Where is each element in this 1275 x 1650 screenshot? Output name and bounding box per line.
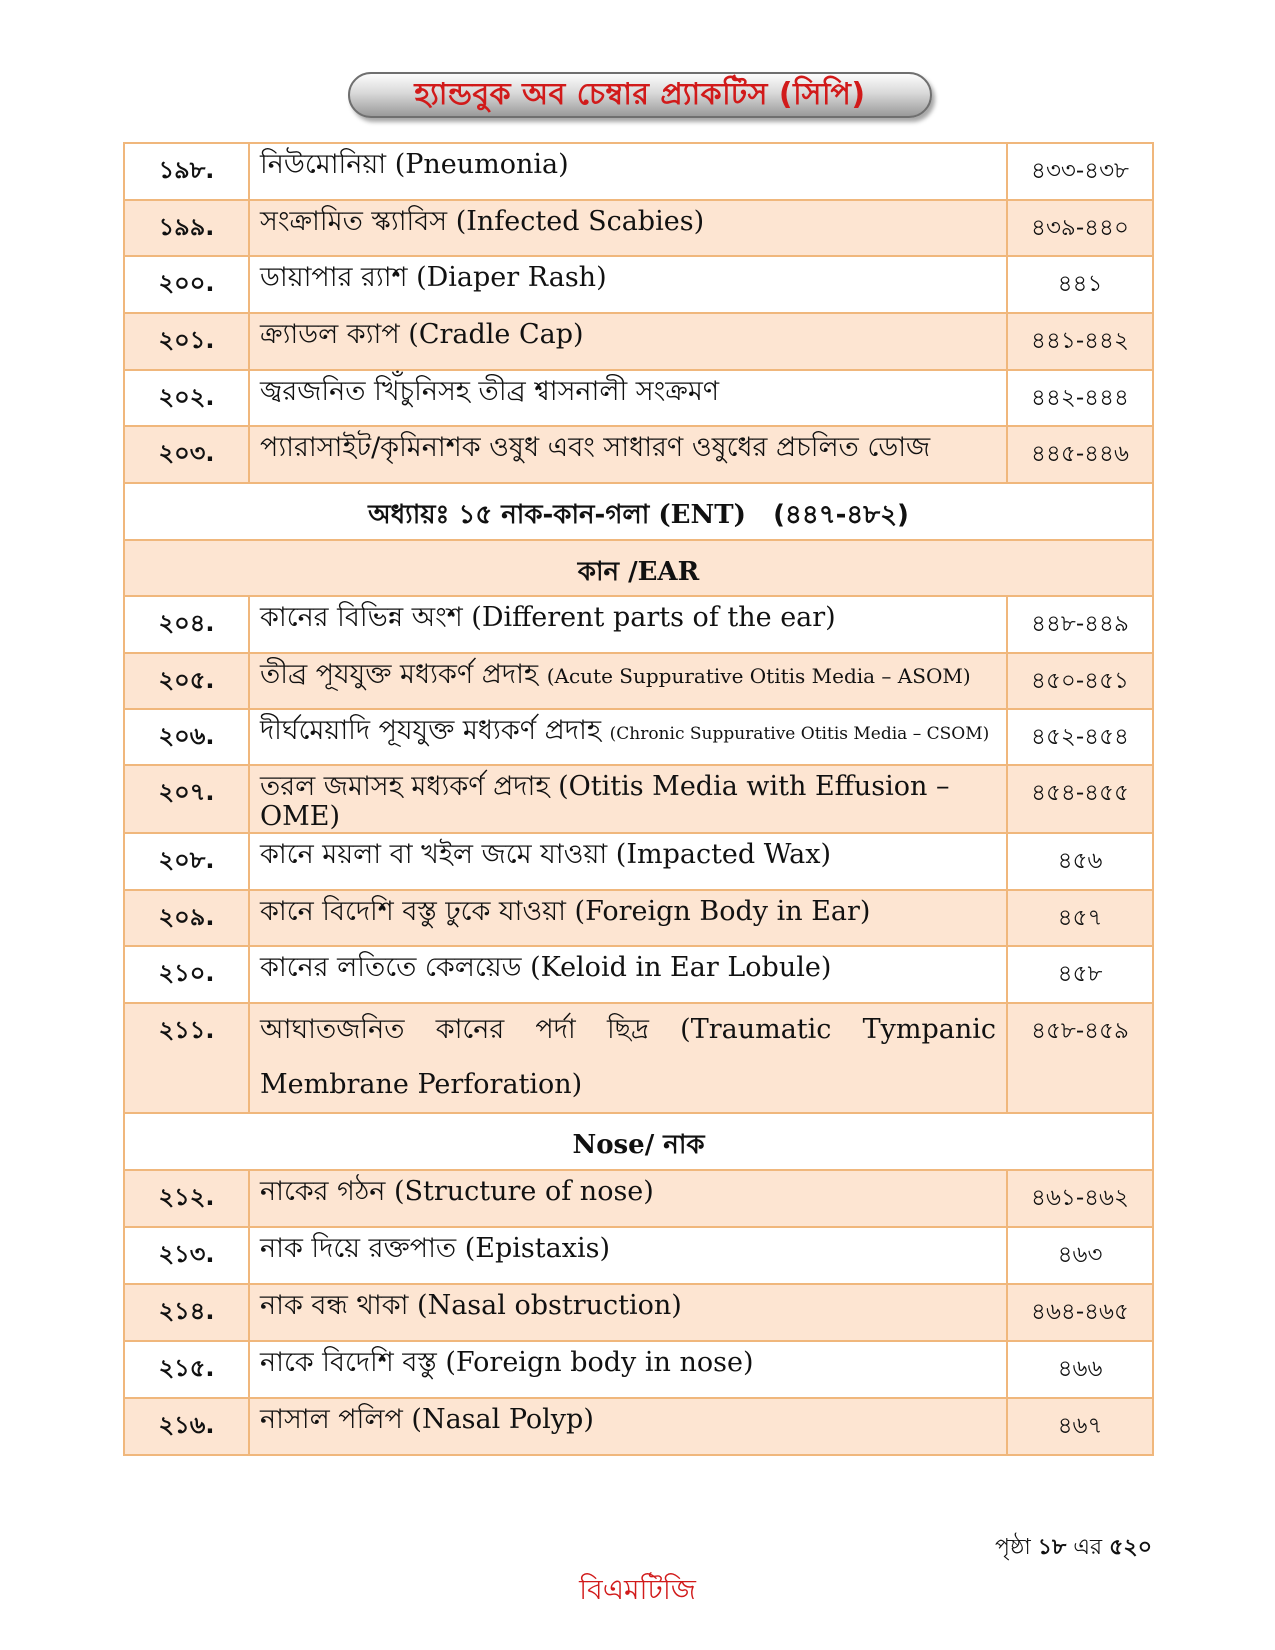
entry-number: ২০৯. [124, 890, 249, 946]
table-row [124, 1227, 1153, 1284]
table-row [124, 890, 1153, 946]
subsection-heading-nose: Nose/ নাক [124, 1113, 1153, 1170]
entry-title: কানে ময়লা বা খইল জমে যাওয়া (Impacted Wax) [249, 833, 1007, 890]
entry-pages: ৪৫৭ [1007, 890, 1153, 946]
entry-pages: ৪৩৯-৪৪০ [1007, 200, 1153, 256]
entry-pages: ৪৫৪-৪৫৫ [1007, 765, 1153, 833]
table-row [124, 143, 1153, 200]
entry-pages: ৪৫৬ [1007, 833, 1153, 890]
entry-pages: ৪৪৫-৪৪৬ [1007, 426, 1153, 483]
table-row [124, 1003, 1153, 1113]
entry-title: প্যারাসাইট/কৃমিনাশক ওষুধ এবং সাধারণ ওষুধের প্রচলিত ডোজ [249, 426, 1007, 483]
entry-number: ২০৪. [124, 596, 249, 653]
chapter-heading-row [124, 483, 1153, 540]
subsection-heading-row [124, 1113, 1153, 1170]
page-number: পৃষ্ঠা ১৮ এর ৫২০ [995, 1535, 1152, 1560]
table-row [124, 596, 1153, 653]
entry-number: ২১৬. [124, 1398, 249, 1455]
table-row [124, 765, 1153, 833]
entry-title: দীর্ঘমেয়াদি পূযযুক্ত মধ্যকর্ণ প্রদাহ (Chronic Suppurative Otitis Media – CSOM) [249, 709, 1007, 765]
entry-number: ২০৭. [124, 765, 249, 833]
entry-number: ১৯৮. [124, 143, 249, 200]
chapter-heading: অধ্যায়ঃ ১৫ নাক-কান-গলা (ENT) (৪৪৭-৪৮২) [124, 483, 1153, 540]
table-row [124, 653, 1153, 709]
entry-title: আঘাতজনিত কানের পর্দা ছিদ্র (Traumatic Tympanic Membrane Perforation) [249, 1003, 1007, 1113]
table-row [124, 256, 1153, 313]
entry-pages: ৪৫২-৪৫৪ [1007, 709, 1153, 765]
entry-number: ২০১. [124, 313, 249, 370]
entry-title: নাক বন্ধ থাকা (Nasal obstruction) [249, 1284, 1007, 1341]
entry-number: ২০৫. [124, 653, 249, 709]
entry-pages: ৪৫৮-৪৫৯ [1007, 1003, 1153, 1113]
entry-number: ১৯৯. [124, 200, 249, 256]
entry-number: ২০২. [124, 370, 249, 426]
entry-title: নাকে বিদেশি বস্তু (Foreign body in nose) [249, 1341, 1007, 1398]
entry-title: নাসাল পলিপ (Nasal Polyp) [249, 1398, 1007, 1455]
entry-number: ২১০. [124, 946, 249, 1003]
subsection-heading-ear: কান /EAR [124, 540, 1153, 596]
table-row [124, 709, 1153, 765]
entry-number: ২০৩. [124, 426, 249, 483]
entry-title: ডায়াপার র‍্যাশ (Diaper Rash) [249, 256, 1007, 313]
entry-title: কানে বিদেশি বস্তু ঢুকে যাওয়া (Foreign Body in Ear) [249, 890, 1007, 946]
entry-pages: ৪৩৩-৪৩৮ [1007, 143, 1153, 200]
entry-number: ২১৪. [124, 1284, 249, 1341]
entry-number: ২০৬. [124, 709, 249, 765]
table-row [124, 1341, 1153, 1398]
entry-pages: ৪৫০-৪৫১ [1007, 653, 1153, 709]
document-title: হ্যান্ডবুক অব চেম্বার প্র্যাকটিস (সিপি) [414, 76, 866, 112]
entry-title: নিউমোনিয়া (Pneumonia) [249, 143, 1007, 200]
brand-footer: বিএমটিজি [579, 1573, 696, 1606]
table-row [124, 370, 1153, 426]
entry-number: ২১২. [124, 1170, 249, 1227]
entry-title: ক্র্যাডল ক্যাপ (Cradle Cap) [249, 313, 1007, 370]
table-row [124, 200, 1153, 256]
header-banner [348, 72, 932, 118]
entry-title: জ্বরজনিত খিঁচুনিসহ তীব্র শ্বাসনালী সংক্রমণ [249, 370, 1007, 426]
entry-pages: ৪৬১-৪৬২ [1007, 1170, 1153, 1227]
entry-title: কানের বিভিন্ন অংশ (Different parts of the ear) [249, 596, 1007, 653]
entry-pages: ৪৪১-৪৪২ [1007, 313, 1153, 370]
entry-number: ২০৮. [124, 833, 249, 890]
entry-title: নাকের গঠন (Structure of nose) [249, 1170, 1007, 1227]
entry-number: ২১৫. [124, 1341, 249, 1398]
table-row [124, 1170, 1153, 1227]
entry-title: তরল জমাসহ মধ্যকর্ণ প্রদাহ (Otitis Media with Effusion – OME) [249, 765, 1007, 833]
entry-pages: ৪৬৭ [1007, 1398, 1153, 1455]
entry-pages: ৪৬৩ [1007, 1227, 1153, 1284]
entry-pages: ৪৪১ [1007, 256, 1153, 313]
entry-pages: ৪৬৬ [1007, 1341, 1153, 1398]
contents-table [123, 142, 1154, 1456]
entry-pages: ৪৫৮ [1007, 946, 1153, 1003]
table-row [124, 313, 1153, 370]
entry-pages: ৪৪৮-৪৪৯ [1007, 596, 1153, 653]
entry-title: তীব্র পূযযুক্ত মধ্যকর্ণ প্রদাহ (Acute Suppurative Otitis Media – ASOM) [249, 653, 1007, 709]
entry-pages: ৪৬৪-৪৬৫ [1007, 1284, 1153, 1341]
table-row [124, 833, 1153, 890]
subsection-heading-row [124, 540, 1153, 596]
entry-title: নাক দিয়ে রক্তপাত (Epistaxis) [249, 1227, 1007, 1284]
table-row [124, 426, 1153, 483]
entry-pages: ৪৪২-৪৪৪ [1007, 370, 1153, 426]
entry-number: ২১১. [124, 1003, 249, 1113]
table-row [124, 946, 1153, 1003]
table-row [124, 1398, 1153, 1455]
entry-number: ২০০. [124, 256, 249, 313]
entry-number: ২১৩. [124, 1227, 249, 1284]
entry-title: সংক্রামিত স্ক্যাবিস (Infected Scabies) [249, 200, 1007, 256]
entry-title: কানের লতিতে কেলয়েড (Keloid in Ear Lobule) [249, 946, 1007, 1003]
table-row [124, 1284, 1153, 1341]
